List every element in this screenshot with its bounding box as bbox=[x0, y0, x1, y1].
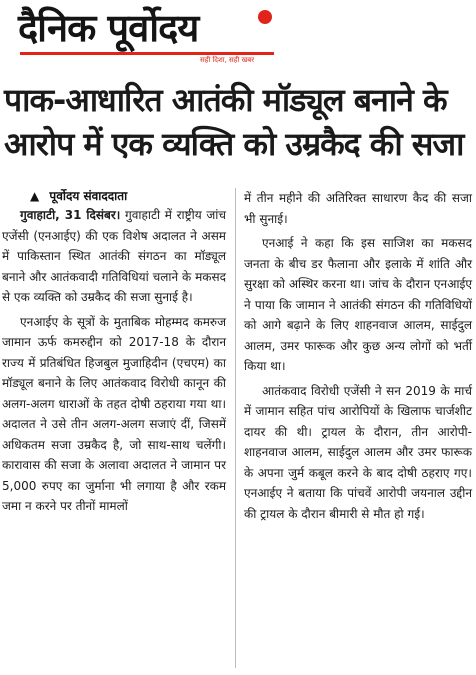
article-headline: पाक-आधारित आतंकी मॉड्यूल बनाने के आरोप में एक व्यक्ति को उम्रकैद की सजा bbox=[4, 81, 464, 163]
logo-sun-icon bbox=[258, 10, 272, 24]
dateline: गुवाहाटी, 31 दिसंबर। bbox=[20, 208, 121, 222]
article-paragraph-1: गुवाहाटी, 31 दिसंबर। गुवाहाटी में राष्ट्रीय जांच एजेंसी (एनआईए) की एक विशेष अदालत ने असम में पाकिस्तान स्थित आतंकी संगठन का मॉड्यूल बनाने और आतंकवादी गतिविधियां चलाने के मकसद से एक व्यक्ति को उम्रकैद की सजा सुनाई है। bbox=[2, 208, 226, 304]
article-paragraph-2: एनआईए के सूत्रों के मुताबिक मोहम्मद कमरुज जामान ऊर्फ कमरुद्दीन को 2017-18 के दौरान राज्य में प्रतिबंधित हिजबुल मुजाहिदीन (एचएम) का मॉड्यूल बनाने के लिए आतंकवाद विरोधी कानून की अलग-अलग धाराओं के तहत दोषी ठहराया गया था। अदालत ने उसे तीन अलग-अलग सजाएं दीं, जिसमें अधिकतम सजा उम्रकैद है, जो साथ-साथ चलेंगी। कारावास की सजा के अलावा अदालत ने जामान पर 5,000 रुपए का जुर्माना भी लगाया है और रकम जमा न करने पर तीनों मामलों bbox=[2, 314, 226, 513]
byline bbox=[30, 187, 127, 204]
article-column-right bbox=[244, 188, 472, 524]
article-column-left bbox=[2, 205, 226, 517]
byline-arrow-icon: ▲ bbox=[30, 189, 40, 203]
column-divider bbox=[235, 188, 236, 668]
masthead bbox=[0, 0, 476, 74]
logo-underline bbox=[20, 52, 274, 55]
article-paragraph-4: एनआई ने कहा कि इस साजिश का मकसद जनता के बीच डर फैलाना और इलाके में शांति और सुरक्षा को अस्थिर करना था। जांच के दौरान एनआईए ने पाया कि जामान ने आतंकी संगठन की गतिविधियों को आगे बढ़ाने के लिए शाहनवाज आलम, साईदुल आलम, उमर फारूक और कुछ अन्य लोगों को भर्ती किया था। bbox=[244, 236, 472, 373]
article-paragraph-5: आतंकवाद विरोधी एजेंसी ने सन 2019 के मार्च में जामान सहित पांच आरोपियों के खिलाफ चार्जशीट दायर की थी। ट्रायल के दौरान, तीन आरोपी- शाहनवाज आलम, साईदुल आलम और उमर फारूक के अपना जुर्म कबूल करने के बाद दोषी ठहराए गए। एनआईए ने बताया कि पांचवें आरोपी जयनाल उद्दीन की ट्रायल के दौरान बीमारी से मौत हो गई। bbox=[244, 383, 472, 521]
byline-author: पूर्वोदय संवाददाता bbox=[49, 189, 128, 203]
newspaper-logo: दैनिक पूर्वोदय bbox=[18, 6, 199, 50]
article-paragraph-3: में तीन महीने की अतिरिक्त साधारण कैद की सजा भी सुनाई। bbox=[244, 191, 472, 226]
logo-tagline: सही दिशा, सही खबर bbox=[200, 56, 255, 64]
